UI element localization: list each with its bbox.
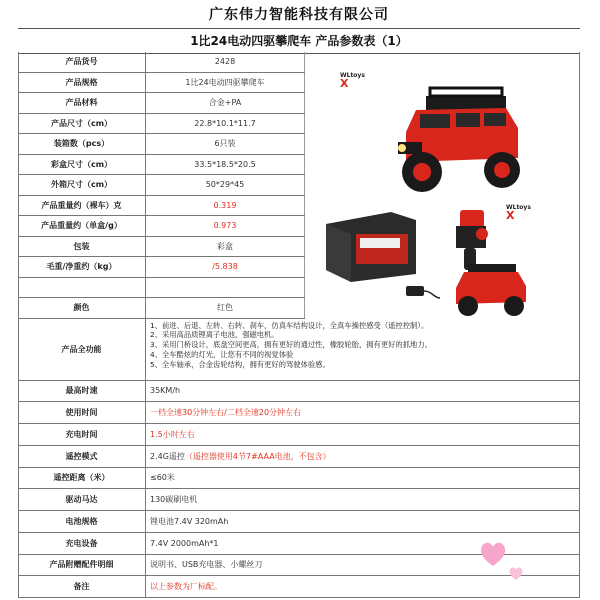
row-value: 6只装 [214,139,236,149]
spec-value [146,468,580,489]
features-label: 产品全功能 [18,319,146,380]
table-row [18,196,305,217]
row-value: 红色 [217,303,233,313]
charger-photo [402,280,442,304]
row-value: 0.973 [213,221,237,231]
row-label: 产品重量约（裸车）克 [18,196,146,216]
spec-value-text: 130碳刷电机 [150,495,198,505]
row-label: 毛重/净重约（kg） [18,257,146,277]
row-label: 彩盒尺寸（cm） [18,155,146,175]
row-value [146,278,304,298]
spec-label: 最高时速 [18,381,146,402]
row-label: 装箱数（pcs） [18,134,146,154]
package-photo [316,204,426,284]
row-label: 外箱尺寸（cm） [18,175,146,195]
spec-row [18,489,580,511]
spec-value-text: 1.5小时左右 [150,429,195,439]
spec-value [146,402,580,423]
table-row [18,257,305,278]
spec-label: 充电设备 [18,533,146,554]
row-label: 颜色 [18,298,146,318]
row-label [18,278,146,298]
feature-line: 4、全车酷炫的灯光，让您有不同的视觉体验 [150,349,294,359]
features-row [18,319,580,381]
spec-label: 驱动马达 [18,489,146,510]
spec-value-text: 7.4V 2000mAh*1 [150,538,219,548]
spec-value-text: 一档全速30分钟左右/二档全速20分钟左右 [150,408,302,418]
row-label: 产品规格 [18,73,146,93]
pink-heart-sticker [478,540,508,568]
row-value: /5.838 [212,262,238,272]
row-label: 产品重量约（单盒/g） [18,216,146,236]
brand-logo-bottom: WLtoys X [506,204,531,222]
spec-value [146,511,580,532]
spec-label: 使用时间 [18,402,146,423]
spec-value-text: 35KM/h [150,386,181,396]
spec-value [146,381,580,402]
table-row [18,237,305,258]
brand-logo-top: WLtoys X [340,72,365,90]
row-value: 0.319 [213,200,237,210]
spec-value-note: （遥控器使用4节7#AAA电池，不包含） [184,451,331,461]
row-value: 22.8*10.1*11.7 [194,118,256,128]
spec-value-text: ≤60米 [150,473,175,483]
table-row [18,175,305,196]
spec-value [146,446,580,467]
table-row [18,73,305,94]
row-label: 产品货号 [18,52,146,72]
row-value: 彩盒 [217,241,233,251]
spec-value [146,424,580,445]
car-photo-small [446,258,536,318]
spec-value-text: 以上参数为厂标配。 [150,582,222,592]
features-list [146,321,584,370]
spec-row [18,381,580,403]
spec-row [18,446,580,468]
table-row [18,278,305,299]
spec-value [146,489,580,510]
row-label: 产品材料 [18,93,146,113]
spec-row [18,576,580,598]
company-name: 广东伟力智能科技有限公司 [209,7,389,23]
spec-label: 电池规格 [18,511,146,532]
spec-label: 遥控距离（米） [18,468,146,489]
feature-line: 1、前进、后退、左转、右转、刹车，仿真车结构设计，全真车操控感受（遥控控制）。 [150,320,429,330]
spec-value-text: 2.4G遥控 [150,451,185,461]
feature-line: 2、采用高品质锂离子电池，强磁电机。 [150,330,279,340]
spec-value [146,533,580,554]
sheet-title: 1比24电动四驱攀爬车 产品参数表（1） [18,28,580,54]
small-heart-sticker [508,566,524,581]
table-row [18,134,305,155]
feature-line: 3、采用门桥设计，底盘空间更高，拥有更好的通过性，橡胶轮胎，拥有更好的抓地力。 [150,340,432,350]
row-value: 50*29*45 [205,180,245,190]
car-photo-main [386,62,536,212]
spec-value-text: 锂电池7.4V 320mAh [150,516,229,526]
spec-label: 产品附赠配件明细 [18,555,146,576]
spec-row [18,402,580,424]
row-value: 2428 [214,57,236,67]
table-row [18,155,305,176]
spec-value-text: 说明书、USB充电器、小螺丝刀 [150,560,263,570]
row-label: 产品尺寸（cm） [18,114,146,134]
spec-label: 遥控模式 [18,446,146,467]
table-row [18,52,305,73]
table-row [18,93,305,114]
spec-label: 充电时间 [18,424,146,445]
row-label: 包装 [18,237,146,257]
row-value: 1比24电动四驱攀爬车 [185,77,265,87]
product-images [306,54,578,316]
table-row [18,114,305,135]
spec-row [18,424,580,446]
spec-row [18,468,580,490]
table-row [18,216,305,237]
table-row [18,298,305,319]
row-value: 33.5*18.5*20.5 [194,159,256,169]
row-value: 合金+PA [208,98,242,108]
spec-row [18,511,580,533]
feature-line: 5、全车轴承，合金齿轮结构，拥有更好的驾驶体验感。 [150,359,330,369]
spec-sheet [18,0,580,598]
spec-label: 备注 [18,576,146,597]
